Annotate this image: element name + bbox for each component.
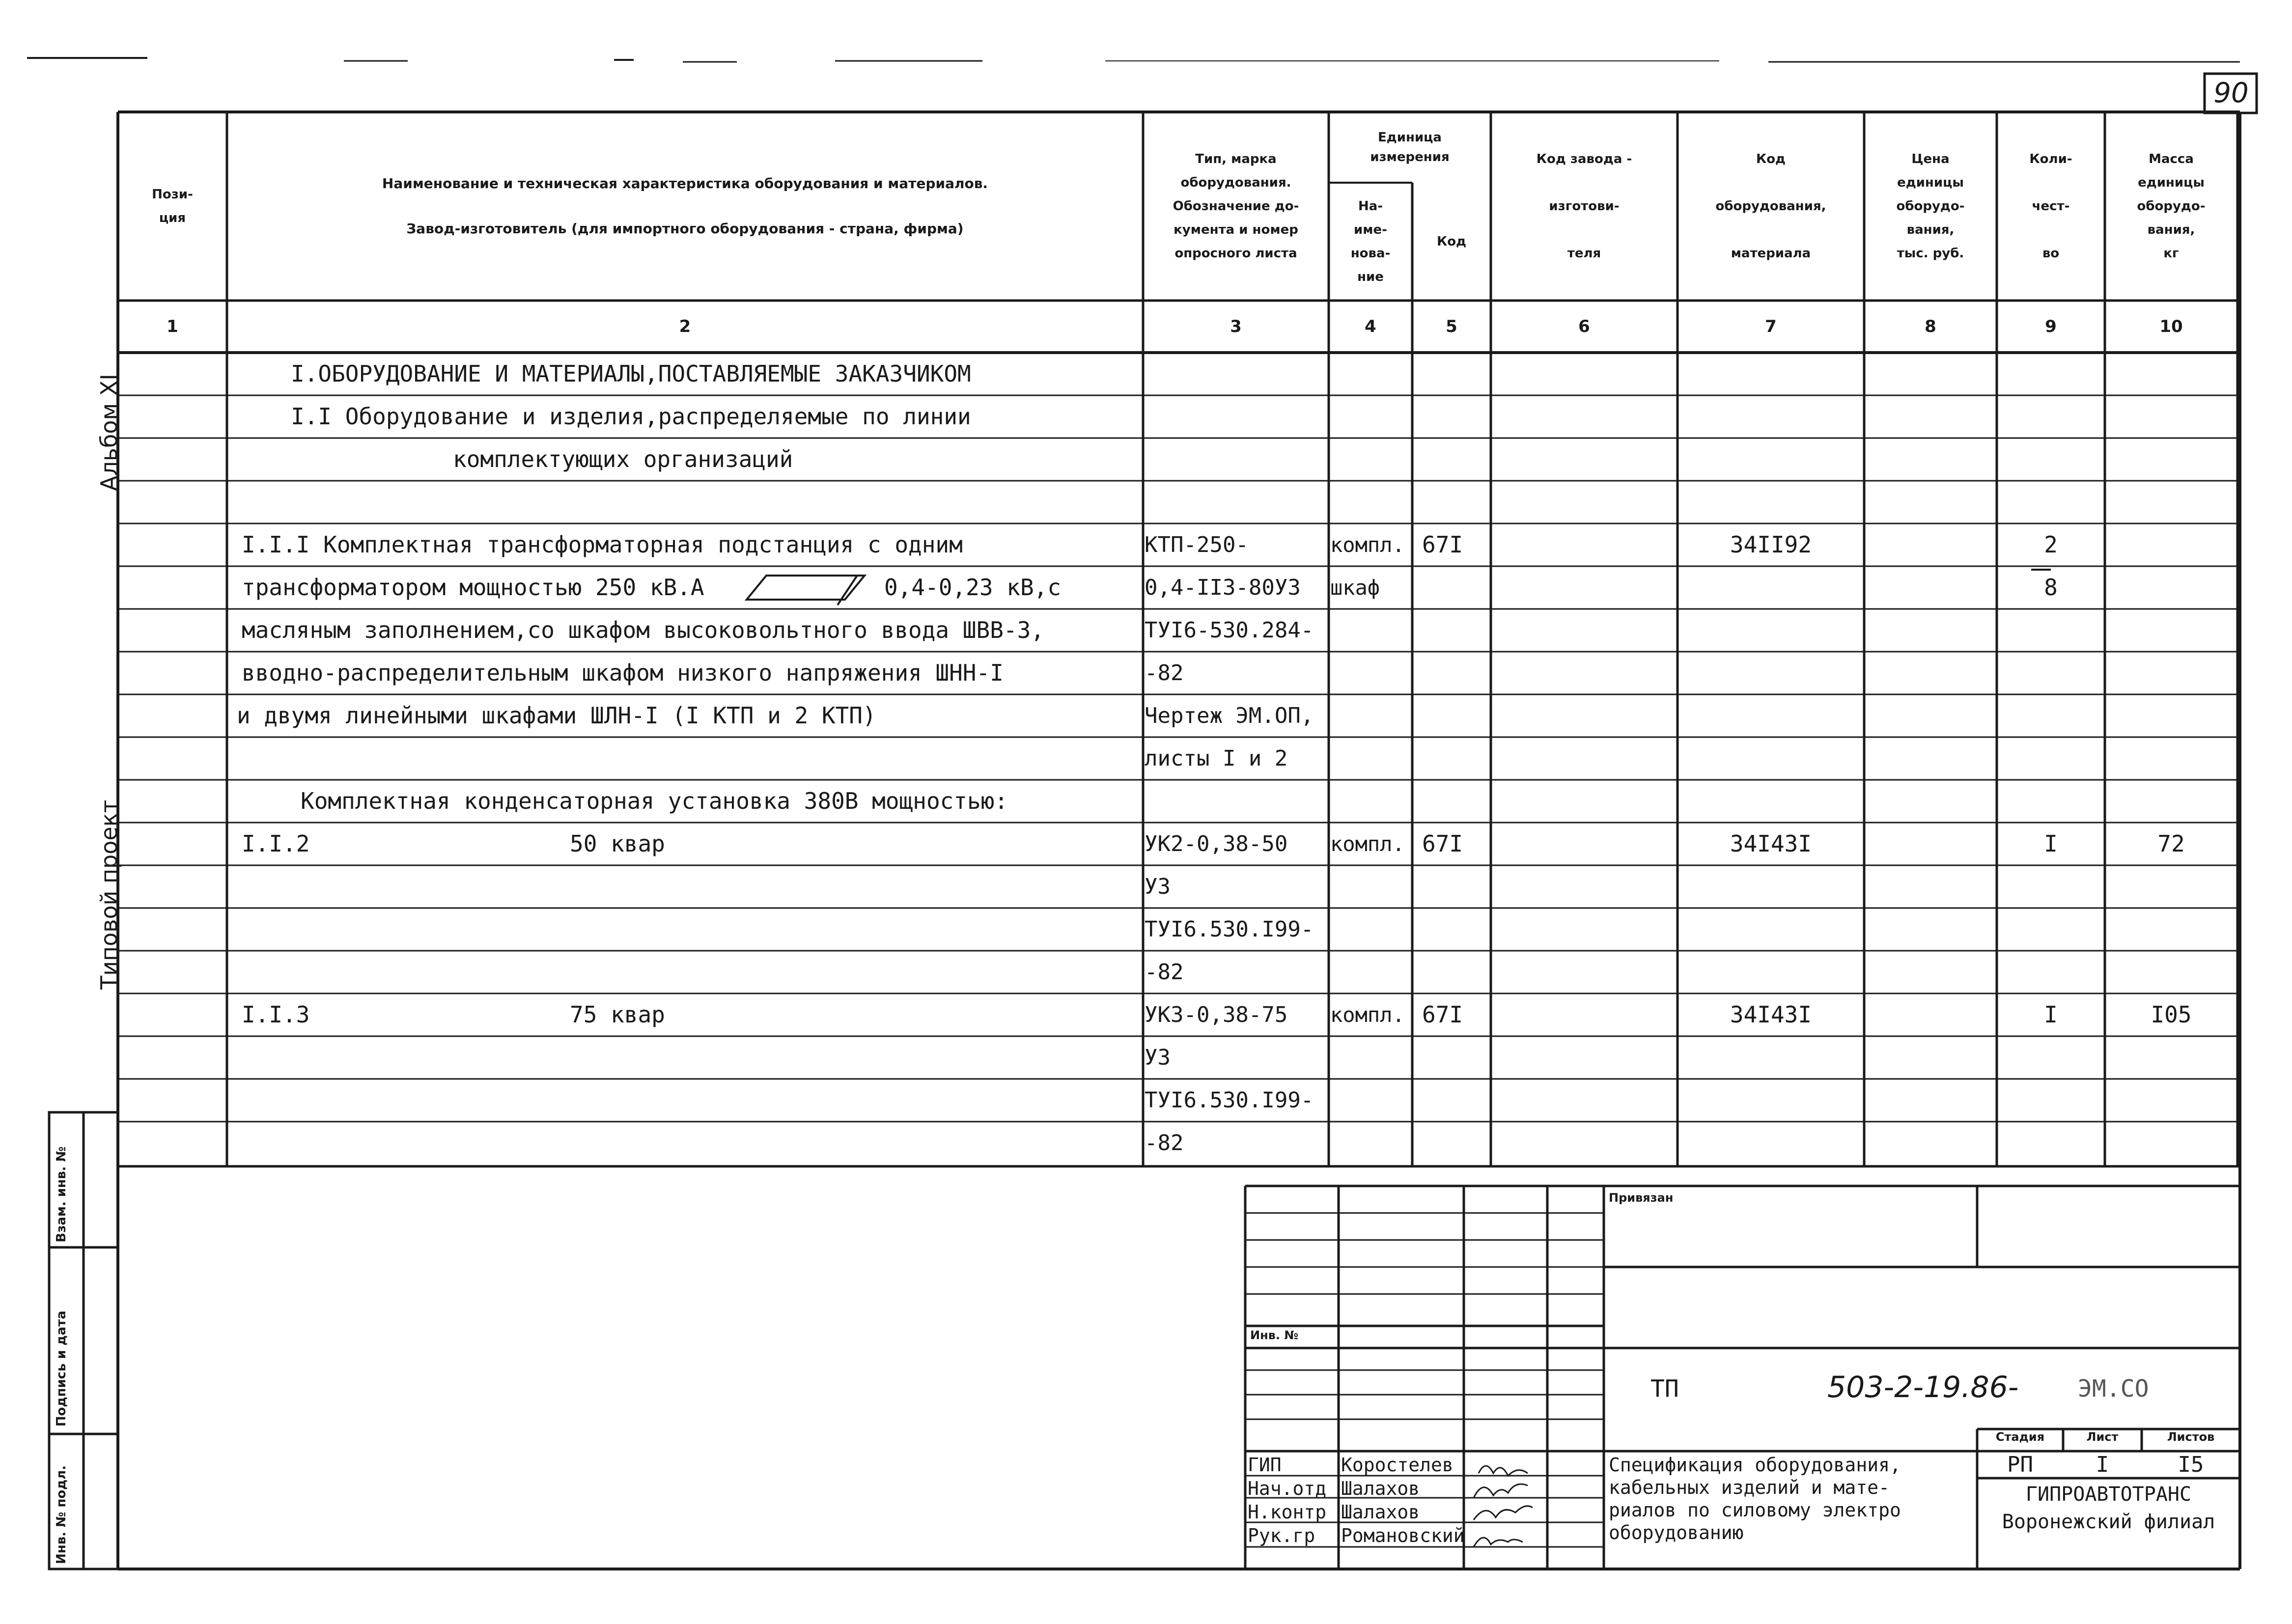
header-cell-1: Пози- ция — [152, 187, 193, 225]
row-3-c2: комплектующих организаций — [453, 446, 793, 472]
column-number-9: 9 — [2045, 317, 2057, 336]
tp-label: ТП — [1650, 1375, 1679, 1403]
row-9-c3: Чертеж ЭМ.ОП, — [1145, 703, 1314, 728]
header-cell-5: Код — [1436, 234, 1467, 249]
row-10-c3: листы I и 2 — [1145, 746, 1288, 771]
header-cell-7: Код оборудования, материала — [1715, 152, 1826, 261]
row-12-c4: компл. — [1330, 832, 1405, 856]
signer-name: Шалахов — [1341, 1478, 1420, 1499]
column-number-2: 2 — [679, 317, 691, 336]
row-7-c3: ТУI6-530.284- — [1145, 618, 1314, 643]
row-9-c2: и двумя линейными шкафами ШЛН-I (I КТП и 2 КТП) — [237, 702, 876, 729]
column-number-5: 5 — [1446, 317, 1457, 336]
row-16-c2: I.I.3 — [242, 1001, 310, 1028]
row-5-c9: 2 — [2044, 531, 2058, 558]
listov-value: I5 — [2178, 1452, 2204, 1477]
row-18-c3: ТУI6.530.I99- — [1145, 1088, 1314, 1113]
row-17-c3: У3 — [1145, 1045, 1171, 1070]
header-cell-9: Коли- чест- во — [2029, 152, 2072, 261]
row-16-c7: 34I43I — [1730, 1001, 1812, 1028]
stadiya-value: РП — [2007, 1452, 2033, 1477]
row-12-c2: I.I.2 — [242, 830, 310, 857]
row-8-c2: вводно-распределительным шкафом низкого напряжения ШНН-I — [242, 660, 1004, 686]
row-12-c2b: 50 квар — [570, 830, 665, 857]
row-6-c3: 0,4-II3-80У3 — [1145, 575, 1301, 600]
privyazan-label: Привязан — [1609, 1191, 1674, 1205]
row-7-c2: масляным заполнением,со шкафом высоковольтного ввода ШВВ-3, — [242, 617, 1044, 643]
row-6-c9: 8 — [2044, 574, 2058, 601]
sheet-number: 90 — [2213, 77, 2249, 109]
header-cell-10: Масса единицы оборудо- вания, кг — [2137, 152, 2206, 261]
header-cell-8: Цена единицы оборудо- вания, тыс. руб. — [1896, 152, 1965, 261]
project-label: Типовой проект — [96, 799, 122, 990]
column-number-6: 6 — [1578, 317, 1590, 336]
header-cell-3: Тип, марка оборудования. Обозначение до- кумента и номер опросного листа — [1173, 152, 1299, 261]
row-5-c5: 67I — [1422, 531, 1463, 558]
column-number-8: 8 — [1925, 317, 1936, 336]
column-number-7: 7 — [1765, 317, 1777, 336]
header-cell-4: На- име- нова- ние — [1350, 199, 1391, 284]
inv-no-label: Инв. № — [1250, 1328, 1299, 1342]
row-1-c2: I.ОБОРУДОВАНИЕ И МАТЕРИАЛЫ,ПОСТАВЛЯЕМЫЕ ЗАКАЗЧИКОМ — [291, 360, 971, 387]
row-16-c5: 67I — [1422, 1001, 1463, 1028]
signer-name: Коростелев — [1341, 1454, 1453, 1476]
organization: ГИПРОАВТОТРАНС Воронежский филиал — [2002, 1483, 2215, 1533]
signer-role: Н.контр — [1248, 1501, 1327, 1523]
row-12-c9: I — [2044, 830, 2058, 857]
row-16-c2b: 75 квар — [570, 1001, 665, 1028]
row-6-c2: трансформатором мощностью 250 кВ.А — [242, 574, 704, 601]
signer-role: Нач.отд — [1248, 1478, 1327, 1499]
document-code-suffix: ЭМ.СО — [2078, 1375, 2149, 1403]
row-19-c3: -82 — [1145, 1130, 1184, 1156]
row-6-c4: шкаф — [1330, 576, 1380, 600]
row-12-c7: 34I43I — [1730, 830, 1812, 857]
column-number-4: 4 — [1365, 317, 1376, 336]
document-code: 503-2-19.86- — [1827, 1370, 2019, 1404]
row-5-c4: компл. — [1330, 533, 1405, 557]
header-cell-6: Код завода - изготови- теля — [1536, 152, 1632, 261]
column-number-3: 3 — [1230, 317, 1242, 336]
signer-role: Рук.гр — [1248, 1525, 1315, 1546]
list-label: Лист — [2086, 1430, 2119, 1444]
signer-name: Романовский — [1341, 1525, 1465, 1546]
header-cell-unit: Единица измерения — [1370, 130, 1450, 165]
signatures — [1474, 1466, 1533, 1547]
sheet-description: Спецификация оборудования, кабельных изделий и мате- риалов по силовому электро оборудованию — [1609, 1454, 1901, 1543]
row-14-c3: ТУI6.530.I99- — [1145, 917, 1314, 942]
list-value: I — [2096, 1452, 2109, 1477]
row-16-c9: I — [2044, 1001, 2058, 1028]
row-5-c2: I.I.I Комплектная трансформаторная подстанция с одним — [242, 531, 963, 558]
column-number-1: 1 — [167, 317, 178, 336]
row-8-c3: -82 — [1145, 661, 1184, 686]
header-cell-2: Наименование и техническая характеристика оборудования и материалов. Завод-изготовитель (для импортного оборудования - страна, фирма) — [382, 175, 988, 237]
signer-role: ГИП — [1248, 1454, 1282, 1476]
row-12-c5: 67I — [1422, 830, 1463, 857]
vzam-inv-label: Взам. инв. № — [54, 1146, 69, 1242]
column-number-10: 10 — [2159, 317, 2183, 336]
row-16-c10: I05 — [2151, 1001, 2192, 1028]
row-12-c10: 72 — [2157, 830, 2185, 857]
row-11-c2: Комплектная конденсаторная установка 380В мощностью: — [301, 788, 1008, 814]
row-15-c3: -82 — [1145, 960, 1184, 985]
row-16-c4: компл. — [1330, 1003, 1405, 1027]
stadiya-label: Стадия — [1995, 1430, 2045, 1444]
row-5-c3: КТП-250- — [1145, 532, 1249, 557]
inv-no-podl-label: Инв. № подл. — [54, 1465, 69, 1564]
row-16-c3: УК3-0,38-75 — [1145, 1002, 1288, 1027]
signer-name: Шалахов — [1341, 1501, 1420, 1523]
row-12-c3: УК2-0,38-50 — [1145, 831, 1288, 856]
row-5-c7: 34II92 — [1730, 531, 1812, 558]
parallelogram-sketch — [747, 576, 865, 605]
row-2-c2: I.I Оборудование и изделия,распределяемые по линии — [291, 403, 971, 430]
album-label: Альбом XI — [96, 374, 122, 491]
row-6-c2b: 0,4-0,23 кВ,с — [884, 574, 1062, 601]
row-13-c3: У3 — [1145, 874, 1171, 899]
sign-date-label: Подпись и дата — [54, 1310, 69, 1427]
listov-label: Листов — [2167, 1430, 2215, 1444]
